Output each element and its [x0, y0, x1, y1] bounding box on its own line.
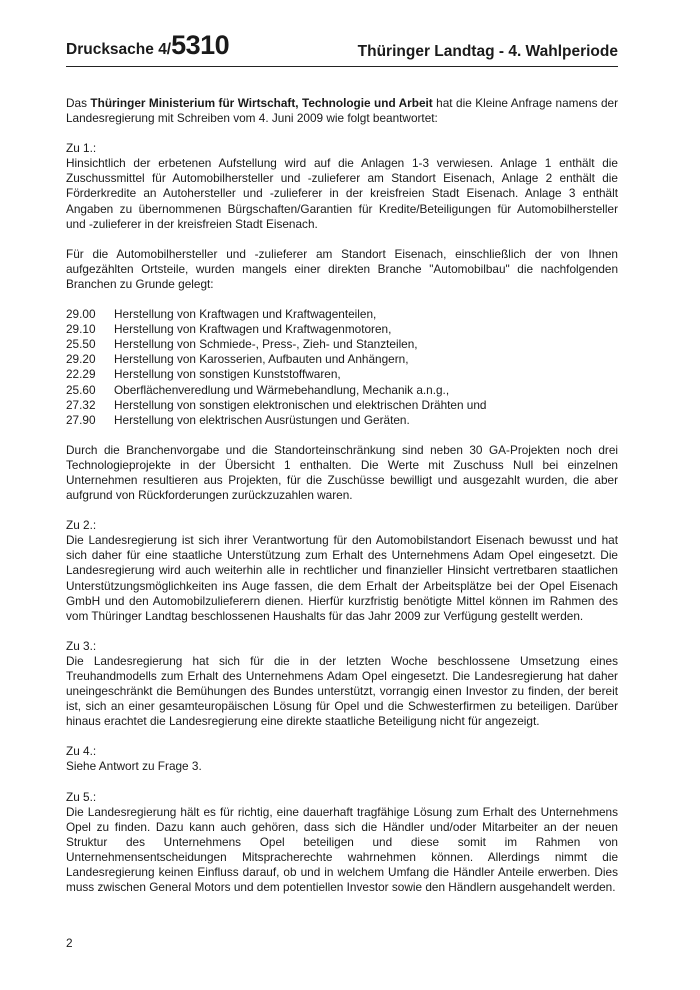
branche-item: 27.90 Herstellung von elektrischen Ausrüstungen und Geräten. — [66, 412, 410, 427]
answer-2-label: Zu 2.: — [66, 518, 97, 533]
ministry-name: Thüringer Ministerium für Wirtschaft, Technologie und Arbeit — [90, 96, 433, 110]
answer-3-text: Die Landesregierung hat sich für die in der letzten Woche beschlossene Umsetzung eines Treuhandmodells zum Erhalt des Unternehmens Adam Opel eingesetzt. Die Landesregierung hat daher uneingeschränkt die Bemühungen des Bundes unterstützt, vorrangig einen Investor zu finden, der bereit ist, sich an einer gesamteuropäischen Lösung für Opel und die Schwesterfirmen zu beteiligen. Darüber hinaus erachtet die Landesregierung eine direkte staatliche Beteiligung nicht für angezeigt. — [66, 653, 618, 729]
drucksache-prefix: Drucksache 4/ — [66, 41, 172, 58]
branche-item: 29.00 Herstellung von Kraftwagen und Kraftwagenteilen, — [66, 307, 377, 322]
answer-1-branchen-intro: Für die Automobilhersteller und -zulieferer am Standort Eisenach, einschließlich der von Ihnen aufgezählten Ortsteile, wurden mangels einer direkten Branche "Automobilbau" die nachfolgenden Branchen zu Grunde gelegt: — [66, 246, 618, 291]
branche-item: 22.29 Herstellung von sonstigen Kunststoffwaren, — [66, 367, 341, 382]
answer-4-label: Zu 4.: — [66, 744, 97, 759]
intro-paragraph: Das Thüringer Ministerium für Wirtschaft, Technologie und Arbeit hat die Kleine Anfrage namens der Landesregierung mit Schreiben vom 4. Juni 2009 wie folgt beantwortet: — [66, 96, 618, 126]
answer-5-label: Zu 5.: — [66, 789, 97, 804]
answer-1-projects: Durch die Branchenvorgabe und die Standorteinschränkung sind neben 30 GA-Projekten noch drei Technologieprojekte in der Übersicht 1 enthalten. Die Werte mit Zuschuss Null bei einzelnen Unternehmen resultieren aus Projekten, für die Zuschüsse bewilligt und ausgezahlt wurden, die aber aufgrund von Rückforderungen zurückzuzahlen waren. — [66, 442, 618, 503]
parliament-label: Thüringer Landtag - 4. Wahlperiode — [357, 43, 618, 60]
answer-4-text: Siehe Antwort zu Frage 3. — [66, 759, 202, 774]
branche-item: 29.20 Herstellung von Karosserien, Aufbauten und Anhängern, — [66, 352, 409, 367]
drucksache-number: 5310 — [171, 30, 230, 60]
document-body — [66, 96, 618, 910]
branche-item: 25.60 Oberflächenveredlung und Wärmebehandlung, Mechanik a.n.g., — [66, 382, 450, 397]
answer-2 — [66, 518, 618, 624]
branche-item: 27.32 Herstellung von sonstigen elektronischen und elektrischen Drähten und — [66, 397, 487, 412]
answer-3-label: Zu 3.: — [66, 638, 97, 653]
branche-item: 29.10 Herstellung von Kraftwagen und Kraftwagenmotoren, — [66, 322, 392, 337]
answer-3 — [66, 639, 618, 730]
page-header — [66, 30, 618, 67]
answer-1 — [66, 141, 618, 232]
branche-item: 25.50 Herstellung von Schmiede-, Press-, Zieh- und Stanzteilen, — [66, 337, 418, 352]
answer-1-text: Hinsichtlich der erbetenen Aufstellung wird auf die Anlagen 1-3 verwiesen. Anlage 1 enthält die Zuschussmittel für Automobilhersteller und -zulieferer am Standort Eisenach, Anlage 2 enthält die Förderkredite an Autohersteller und -zulieferer in der kreisfreien Stadt Eisenach. Anlage 3 enthält Angaben zu übernommenen Bürgschaften/Garantien für Kredite/Beteiligungen für Automobilhersteller und -zulieferer in der kreisfreien Stadt Eisenach. — [66, 156, 618, 231]
answer-4 — [66, 744, 618, 774]
branchen-list — [66, 307, 618, 428]
page-number: 2 — [66, 936, 73, 950]
answer-2-text: Die Landesregierung ist sich ihrer Verantwortung für den Automobilstandort Eisenach bewusst und hat sich daher für eine staatliche Unterstützung zum Erhalt des Unternehmens Adam Opel eingesetzt. Die Landesregierung wird auch weiterhin alle in rechtlicher und finanzieller Hinsicht vertretbaren staatlichen Unterstützungsmöglichkeiten ins Auge fassen, die dem Erhalt der Arbeitsplätze bei der Opel Eisenach GmbH und den Automobilzulieferern dienen. Hierfür kurzfristig benötigte Mittel können im Rahmen des vom Thüringer Landtag beschlossenen Haushalts für das Jahr 2009 zur Verfügung gestellt werden. — [66, 533, 618, 623]
answer-5-text: Die Landesregierung hält es für richtig, eine dauerhaft tragfähige Lösung zum Erhalt des Unternehmens Opel zu finden. Dazu kann auch gehören, dass sich die Händler und/oder Mitarbeiter an der neuen Struktur des Unternehmens Opel beteiligen und diese somit im Rahmen von Unternehmensentscheidungen Mitspracherechte wahrnehmen können. Allerdings nimmt die Landesregierung keinen Einfluss darauf, ob und in welchem Umfang die Händler Anteile erwerben. Dies muss zwischen General Motors und dem potentiellen Investor sowie den Händlern ausgehandelt werden. — [66, 804, 618, 895]
drucksache-label — [66, 30, 229, 61]
answer-1-label: Zu 1.: — [66, 141, 97, 156]
answer-5 — [66, 790, 618, 896]
